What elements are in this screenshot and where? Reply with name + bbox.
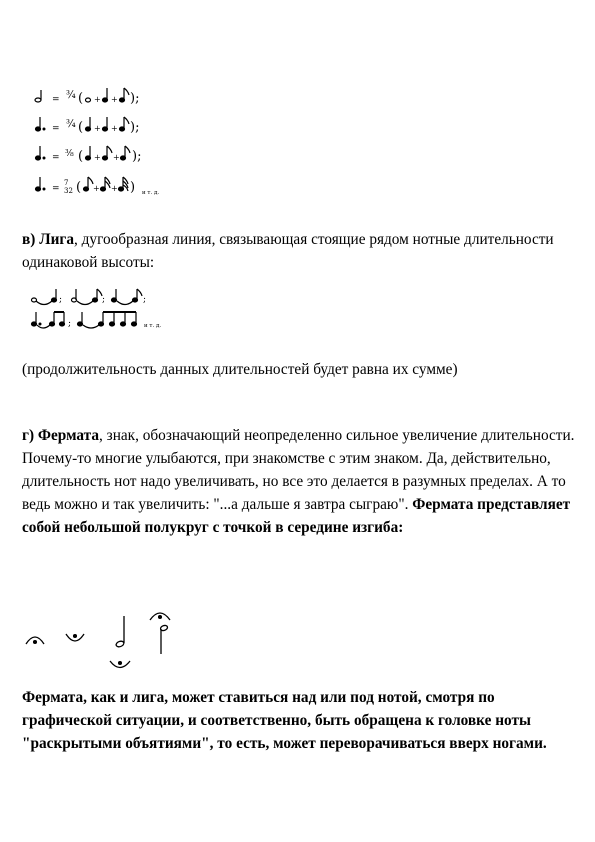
svg-text:+: +: [111, 184, 118, 193]
fermata-examples: [22, 598, 222, 683]
section-g-letter: г): [22, 427, 35, 444]
svg-text:);: );: [130, 91, 140, 106]
svg-text:(: (: [76, 180, 82, 195]
equation-row-3: [36, 146, 142, 164]
svg-text:=: =: [52, 153, 60, 163]
tie-examples: [28, 284, 198, 334]
svg-text:+: +: [94, 153, 101, 162]
svg-text:(: (: [78, 149, 84, 164]
equations-etc-label: и т. д.: [142, 190, 160, 196]
svg-text:(: (: [78, 120, 84, 135]
final-paragraph: Фермата, как и лига, может ставиться над или под нотой, смотря по графической ситуации, и соответственно, быть обращена к головке ноты "раскрытыми объятиями", то есть, может переворачиваться вверх ногами.: [22, 689, 547, 752]
note-with-fermata-above-icon: [150, 613, 170, 654]
svg-text:+: +: [94, 124, 101, 133]
svg-text:+: +: [113, 153, 120, 162]
section-g-text-bold: Фермата представляет собой небольшой полукруг с точкой в середине изгиба:: [22, 496, 571, 536]
svg-text:(: (: [78, 91, 84, 106]
section-v-text: , дугообразная линия, связывающая стоящие рядом нотные длительности одинаковой высоты:: [22, 231, 554, 271]
section-v-letter: в): [22, 231, 36, 248]
svg-text:);: );: [132, 149, 142, 164]
equation-row-2: [36, 117, 140, 135]
duration-note: (продолжительность данных длительностей будет равна их сумме): [22, 361, 458, 378]
tie-example-3: [112, 289, 147, 305]
svg-text:+: +: [111, 95, 118, 104]
svg-text:+: +: [111, 124, 118, 133]
svg-text:7: 7: [64, 179, 69, 187]
svg-text:+: +: [93, 184, 100, 193]
svg-text:): ): [130, 180, 136, 195]
svg-text:+: +: [94, 95, 101, 104]
section-v-paragraph: [22, 228, 582, 274]
svg-text:=: =: [52, 184, 60, 194]
section-g-term: Фермата: [37, 427, 99, 444]
svg-text:¾: ¾: [66, 90, 76, 101]
tie-example-5: [78, 312, 137, 328]
svg-text:=: =: [52, 95, 60, 105]
note-with-fermata-below-icon: [110, 616, 130, 668]
tie-example-4: [32, 312, 72, 329]
svg-text:¾: ¾: [66, 119, 76, 130]
svg-text:;: ;: [143, 295, 147, 305]
equation-row-1: [35, 88, 139, 106]
section-g-paragraph: [22, 424, 582, 539]
svg-text:⅜: ⅜: [65, 149, 74, 159]
tie-example-1: [32, 289, 63, 305]
duration-equations: [30, 82, 230, 212]
fermata-up-icon: [26, 637, 44, 644]
svg-text:;: ;: [59, 295, 63, 305]
tie-example-2: [72, 289, 106, 305]
svg-text:32: 32: [64, 187, 73, 195]
svg-text:;: ;: [102, 295, 106, 305]
tie-etc-label: и т. д.: [144, 323, 162, 329]
svg-text:);: );: [130, 120, 140, 135]
svg-text:;: ;: [68, 319, 72, 329]
section-g-text: , знак, обозначающий неопределенно сильное увеличение длительности. Почему-то многие улыбаются, при знакомстве с этим знаком. Да, действительно, длительность нот надо увеличивать, но все это делается в разумных пределах. А то ведь можно и так увеличить: "...а дальше я завтра сыграю".: [22, 427, 575, 513]
equation-row-4: [36, 177, 136, 195]
section-v-term: Лига: [39, 231, 74, 248]
fermata-down-icon: [66, 634, 84, 641]
svg-text:=: =: [52, 124, 60, 134]
